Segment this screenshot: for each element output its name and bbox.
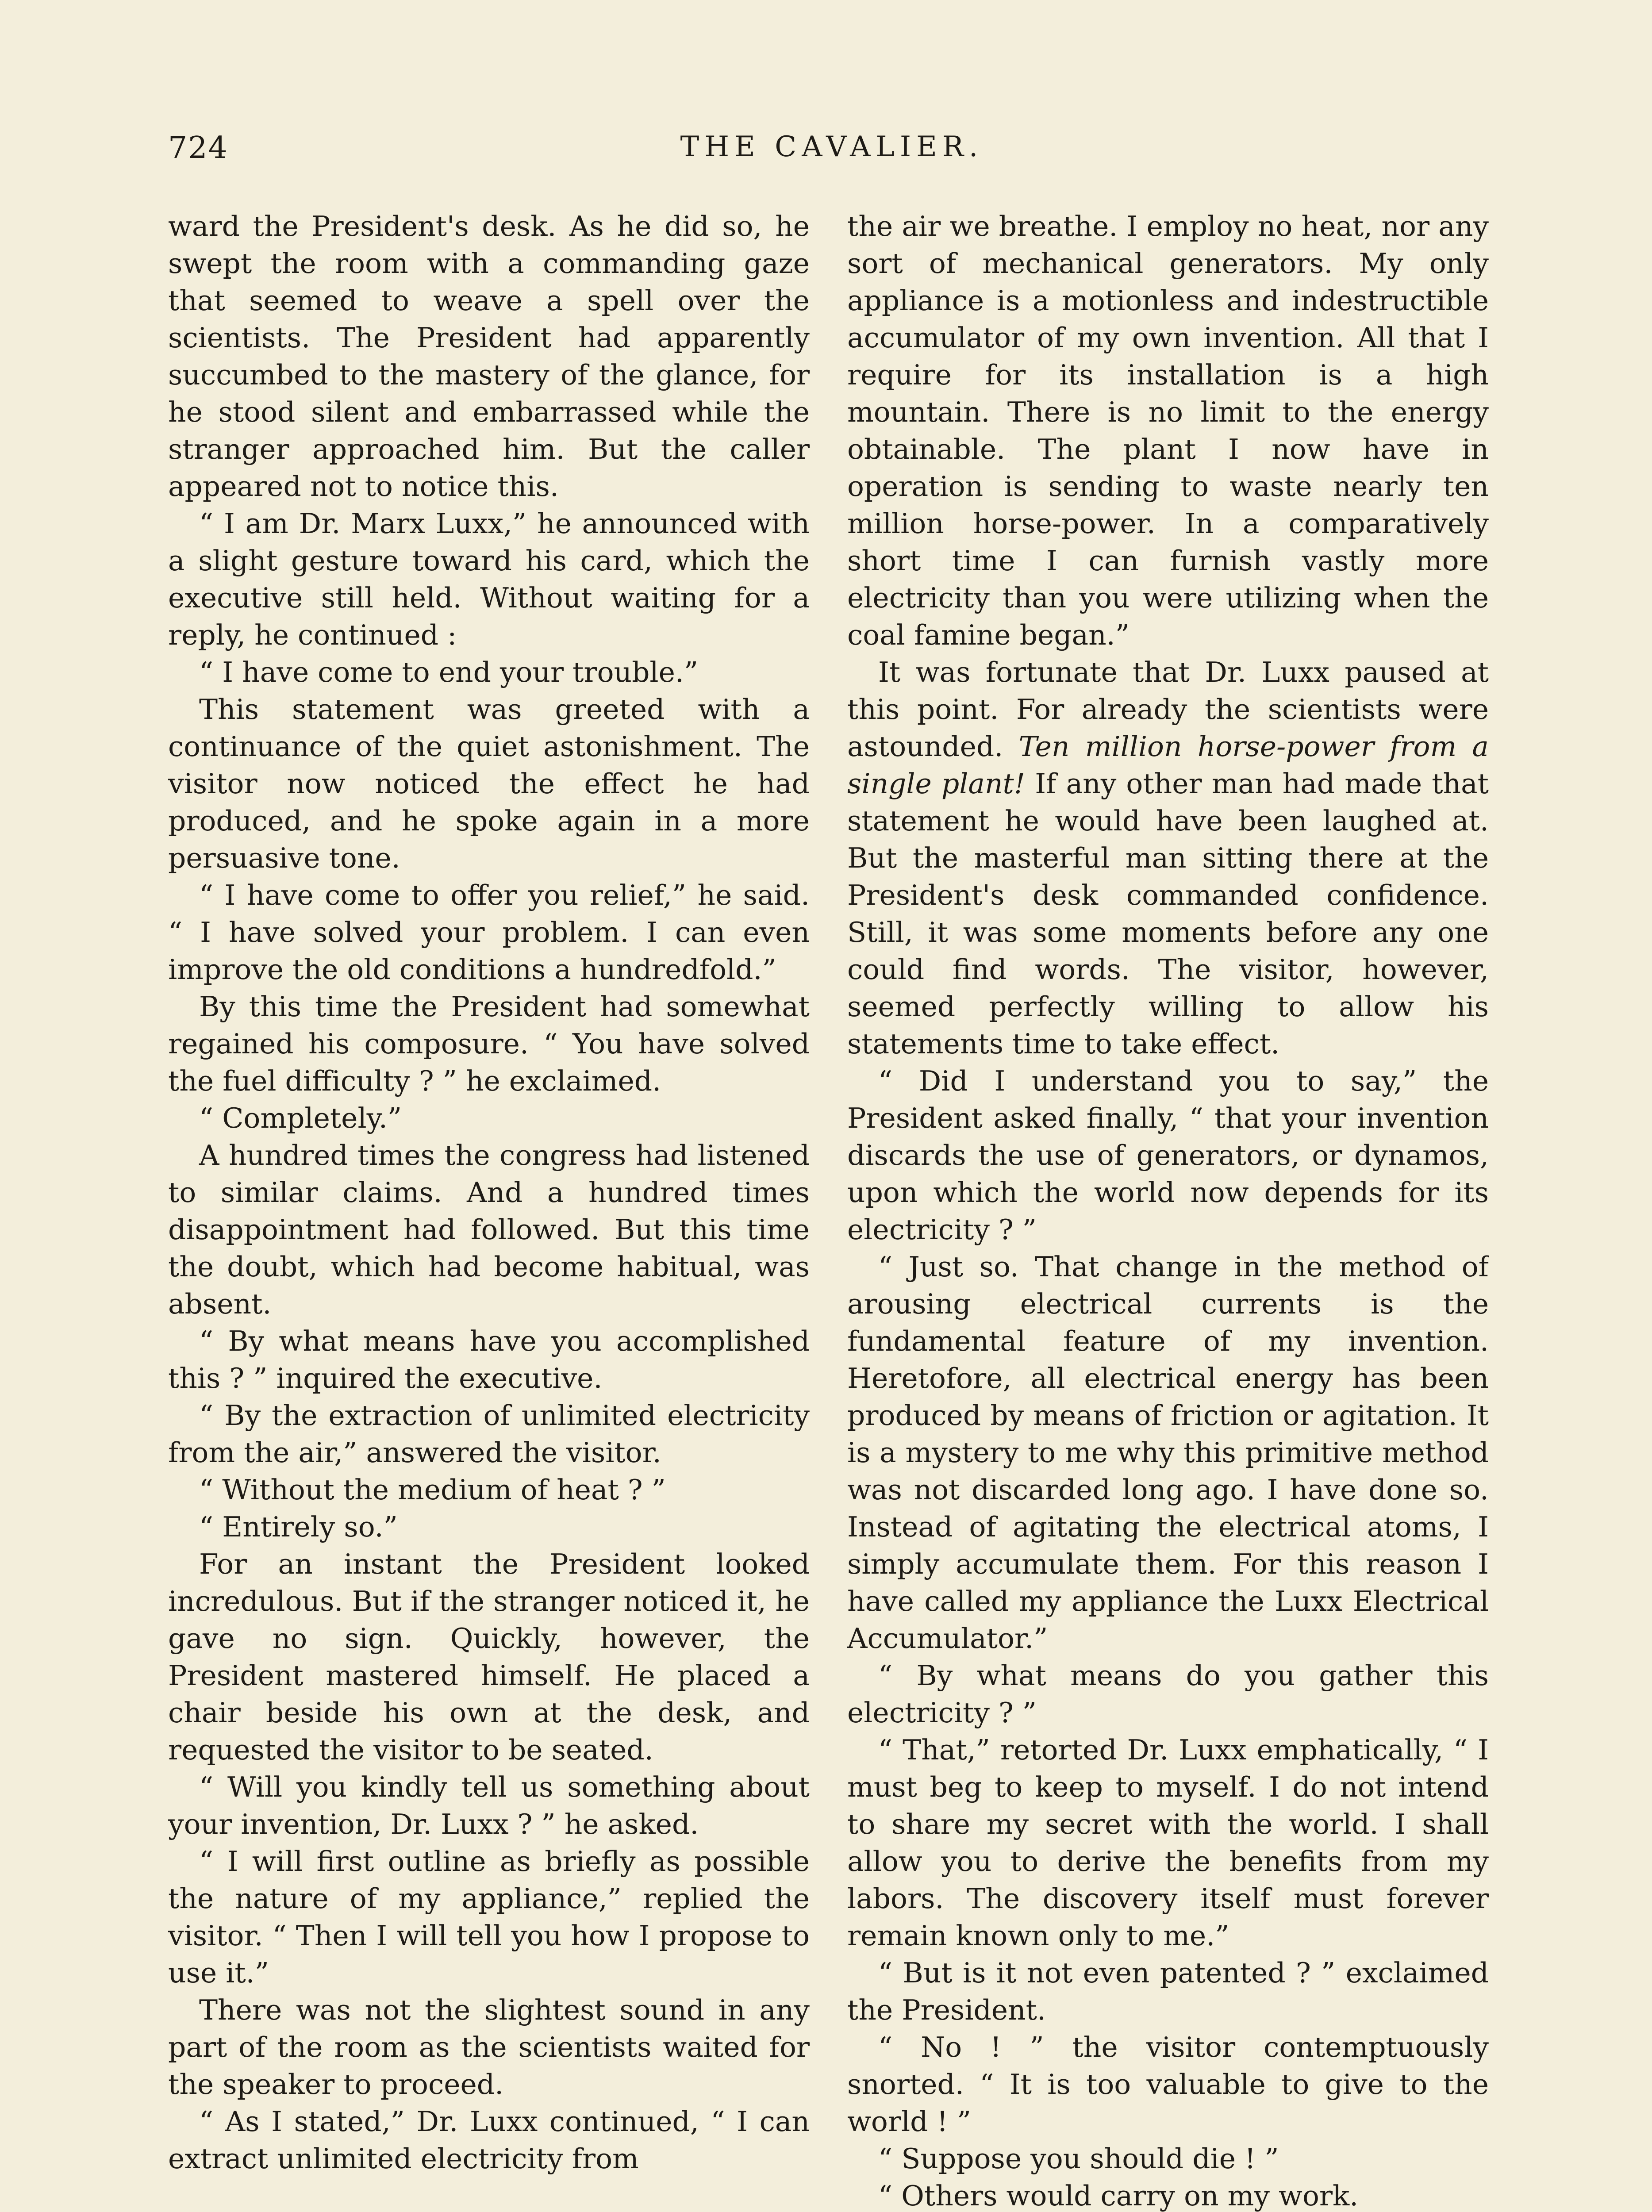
right-column	[847, 208, 1489, 2212]
paragraph: “ But is it not even patented ? ” exclaimed the President.	[847, 1957, 1489, 2026]
paragraph: This statement was greeted with a continuance of the quiet astonishment. The visitor now noticed the effect he had produced, and he spoke again in a more persuasive tone.	[168, 693, 810, 874]
page-number: 724	[168, 131, 228, 165]
paragraph: “ That,” retorted Dr. Luxx emphatically, “ I must beg to keep to myself. I do not intend to share my secret with the world. I shall allow you to derive the benefits from my labors. The discovery itself must forever remain known only to me.”	[847, 1734, 1489, 1952]
running-title: THE CAVALIER.	[680, 131, 984, 163]
paragraph: “ I have come to offer you relief,” he said. “ I have solved your problem. I can even improve the old conditions a hundredfold.”	[168, 879, 810, 986]
left-column	[168, 208, 810, 2212]
paragraph: “ Completely.”	[199, 1102, 402, 1134]
page-header	[168, 131, 1495, 179]
paragraph-with-italic	[847, 654, 1489, 1063]
paragraph: “ No ! ” the visitor contemptuously snorted. “ It is too valuable to give to the world ! ”	[847, 2031, 1489, 2138]
paragraph: “ Without the medium of heat ? ”	[199, 1474, 666, 1506]
paragraph: “ Will you kindly tell us something about your invention, Dr. Luxx ? ” he asked.	[168, 1771, 810, 1840]
paragraph: There was not the slightest sound in any part of the room as the scientists waited for the speaker to proceed.	[168, 1994, 810, 2101]
paragraph: “ Suppose you should die ! ”	[878, 2143, 1279, 2175]
paragraph: “ I am Dr. Marx Luxx,” he announced with a slight gesture toward his card, which the executive still held. Without waiting for a reply, he continued :	[168, 507, 810, 651]
paragraph: ward the President's desk. As he did so, he swept the room with a commanding gaze that seemed to weave a spell over the scientists. The President had apparently succumbed to the mastery of the glance, for he stood silent and embarrassed while the stranger approached him. But the caller appeared not to notice this.	[168, 210, 810, 503]
paragraph-text: It was fortunate that Dr. Luxx paused at this point. For already the scientists were astounded.	[847, 656, 1489, 763]
paragraph: A hundred times the congress had listened to similar claims. And a hundred times disappointment had followed. But this time the doubt, which had become habitual, was absent.	[168, 1139, 810, 1320]
paragraph: By this time the President had somewhat regained his composure. “ You have solved the fuel difficulty ? ” he exclaimed.	[168, 991, 810, 1097]
paragraph: “ By what means do you gather this electricity ? ”	[847, 1659, 1489, 1729]
paragraph: the air we breathe. I employ no heat, nor any sort of mechanical generators. My only appliance is a motionless and indestructible accumulator of my own invention. All that I require for its installation is a high mountain. There is no limit to the energy obtainable. The plant I now have in operation is sending to waste nearly ten million horse-power. In a comparatively short time I can furnish vastly more electricity than you were utilizing when the coal famine began.”	[847, 210, 1489, 651]
paragraph-text: If any other man had made that statement he would have been laughed at. But the masterful man sitting there at the President's desk commanded confidence. Still, it was some moments before any one could find words. The visitor, however, seemed perfectly willing to allow his statements time to take effect.	[847, 768, 1489, 1060]
paragraph: “ I will first outline as briefly as possible the nature of my appliance,” replied the visitor. “ Then I will tell you how I propose to use it.”	[168, 1845, 810, 1989]
paragraph: For an instant the President looked incredulous. But if the stranger noticed it, he gave no sign. Quickly, however, the President mastered himself. He placed a chair beside his own at the desk, and requested the visitor to be seated.	[168, 1548, 810, 1766]
paragraph: “ By what means have you accomplished this ? ” inquired the executive.	[168, 1325, 810, 1394]
paragraph: “ Others would carry on my work.	[878, 2180, 1359, 2212]
paragraph: “ Entirely so.”	[199, 1511, 398, 1543]
italic-emphasis: Ten million horse-power from a single plant!	[847, 730, 1489, 800]
paragraph: “ Just so. That change in the method of arousing electrical currents is the fundamental feature of my invention. Heretofore, all electrical energy has been produced by means of friction or agitation. It is a mystery to me why this primitive method was not discarded long ago. I have done so. Instead of agitating the electrical atoms, I simply accumulate them. For this reason I have called my appliance the Luxx Electrical Accumulator.”	[847, 1251, 1489, 1655]
paragraph: “ As I stated,” Dr. Luxx continued, “ I can extract unlimited electricity from	[168, 2105, 810, 2175]
paragraph: “ I have come to end your trouble.”	[199, 656, 699, 688]
paragraph: “ Did I understand you to say,” the President asked finally, “ that your invention discards the use of generators, or dynamos, upon which the world now depends for its electricity ? ”	[847, 1065, 1489, 1246]
paragraph: “ By the extraction of unlimited electricity from the air,” answered the visitor.	[168, 1399, 810, 1469]
